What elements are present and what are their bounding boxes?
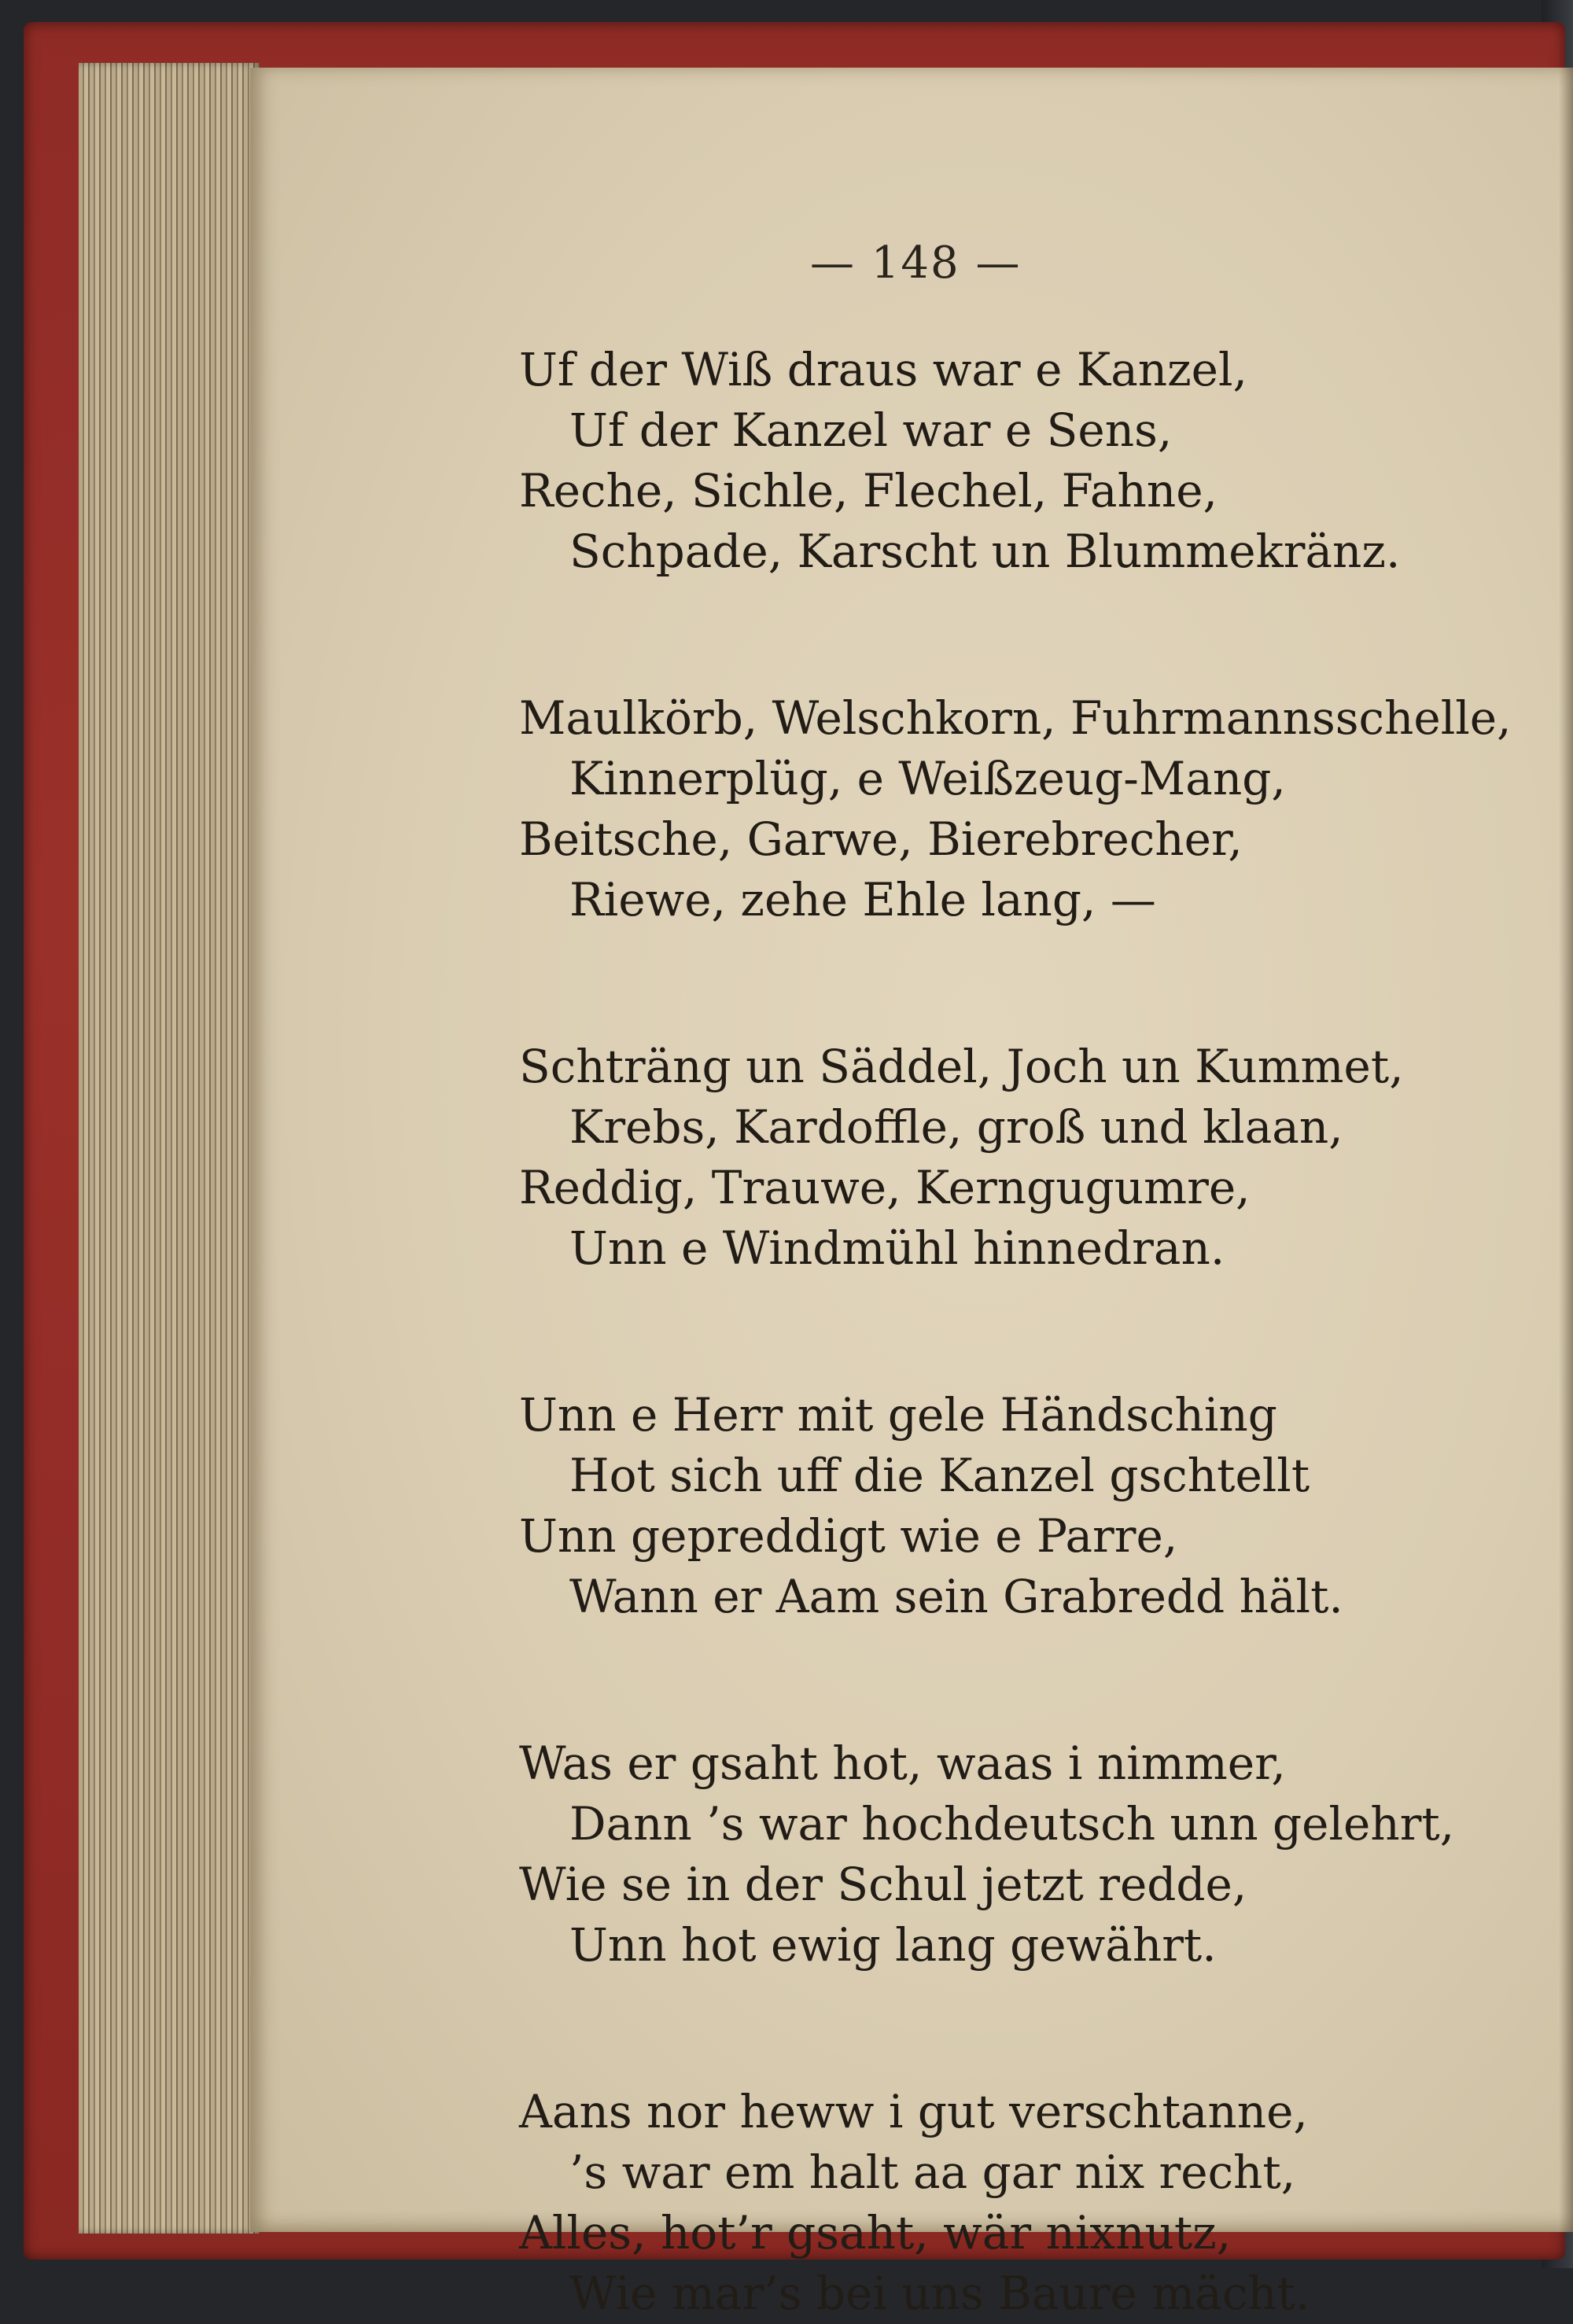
poem-line: Riewe, zehe Ehle lang, — bbox=[569, 873, 1156, 926]
poem-line: Schpade, Karscht un Blummekränz. bbox=[569, 525, 1401, 578]
poem-line: Krebs, Kardoffle, groß und klaan, bbox=[569, 1100, 1343, 1154]
page-stack-edges bbox=[79, 63, 260, 2234]
poem-line: Schträng un Säddel, Joch un Kummet, bbox=[519, 1040, 1404, 1093]
poem bbox=[519, 340, 1526, 2324]
poem-line: Unn e Windmühl hinnedran. bbox=[569, 1221, 1225, 1275]
poem-line: Wie mar’s bei uns Baure mächt. bbox=[569, 2267, 1310, 2320]
poem-line: Uf der Kanzel war e Sens, bbox=[569, 403, 1173, 457]
page-edge-shadow bbox=[1559, 68, 1573, 2232]
poem-line: Alles, hot’r gsaht, wär nixnutz, bbox=[519, 2206, 1232, 2260]
poem-line: Hot sich uff die Kanzel gschtellt bbox=[569, 1449, 1310, 1502]
stanza-1 bbox=[519, 340, 1526, 582]
poem-line: ’s war em halt aa gar nix recht, bbox=[569, 2145, 1296, 2199]
poem-line: Wann er Aam sein Grabredd hält. bbox=[569, 1570, 1343, 1623]
poem-line: Maulkörb, Welschkorn, Fuhrmannsschelle, bbox=[519, 691, 1512, 745]
stanza-5 bbox=[519, 1733, 1526, 1976]
poem-line: Dann ’s war hochdeutsch unn gelehrt, bbox=[569, 1797, 1455, 1851]
stanza-3 bbox=[519, 1037, 1526, 1279]
poem-line: Unn hot ewig lang gewährt. bbox=[569, 1918, 1217, 1972]
poem-line: Kinnerplüg, e Weißzeug-Mang, bbox=[569, 752, 1286, 805]
stanza-6 bbox=[519, 2082, 1526, 2324]
page-number: — 148 — bbox=[810, 238, 1022, 289]
poem-line: Wie se in der Schul jetzt redde, bbox=[519, 1858, 1247, 1911]
poem-line: Reddig, Trauwe, Kerngugumre, bbox=[519, 1161, 1251, 1214]
stanza-4 bbox=[519, 1385, 1526, 1627]
poem-line: Aans nor heww i gut verschtanne, bbox=[519, 2085, 1308, 2138]
poem-line: Reche, Sichle, Flechel, Fahne, bbox=[519, 464, 1218, 517]
stanza-2 bbox=[519, 688, 1526, 930]
poem-line: Unn e Herr mit gele Händsching bbox=[519, 1388, 1277, 1442]
poem-line: Uf der Wiß draus war e Kanzel, bbox=[519, 343, 1247, 396]
poem-line: Unn gepreddigt wie e Parre, bbox=[519, 1509, 1178, 1563]
poem-line: Was er gsaht hot, waas i nimmer, bbox=[519, 1737, 1286, 1790]
poem-line: Beitsche, Garwe, Bierebrecher, bbox=[519, 812, 1243, 866]
